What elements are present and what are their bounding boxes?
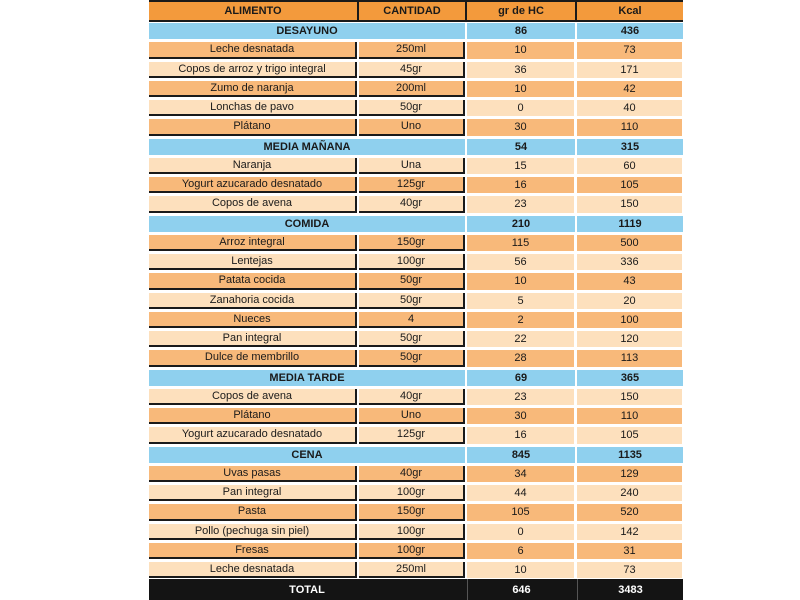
food-name: Leche desnatada bbox=[149, 562, 357, 578]
table-row bbox=[149, 407, 683, 426]
food-kcal: 20 bbox=[577, 293, 683, 309]
food-quantity: 50gr bbox=[359, 273, 465, 289]
food-hc: 30 bbox=[467, 119, 575, 135]
table-body bbox=[149, 22, 683, 580]
food-kcal: 150 bbox=[577, 196, 683, 212]
table-row bbox=[149, 311, 683, 330]
food-hc: 0 bbox=[467, 100, 575, 116]
section-name: CENA bbox=[149, 447, 465, 463]
table-row bbox=[149, 41, 683, 60]
section-kcal: 315 bbox=[577, 139, 683, 155]
food-kcal: 31 bbox=[577, 543, 683, 559]
table-row bbox=[149, 272, 683, 291]
table-row bbox=[149, 523, 683, 542]
food-hc: 10 bbox=[467, 562, 575, 578]
section-hc: 86 bbox=[467, 23, 575, 39]
food-name: Lentejas bbox=[149, 254, 357, 270]
food-kcal: 171 bbox=[577, 62, 683, 78]
food-name: Plátano bbox=[149, 119, 357, 135]
food-name: Pan integral bbox=[149, 485, 357, 501]
food-quantity: 100gr bbox=[359, 543, 465, 559]
table-row bbox=[149, 61, 683, 80]
section-name: MEDIA MAÑANA bbox=[149, 139, 465, 155]
table-row bbox=[149, 157, 683, 176]
food-kcal: 120 bbox=[577, 331, 683, 347]
food-hc: 10 bbox=[467, 273, 575, 289]
total-label: TOTAL bbox=[289, 583, 325, 596]
food-kcal: 110 bbox=[577, 408, 683, 424]
section-hc: 210 bbox=[467, 216, 575, 232]
food-quantity: 40gr bbox=[359, 196, 465, 212]
table-row bbox=[149, 99, 683, 118]
food-hc: 115 bbox=[467, 235, 575, 251]
section-kcal: 436 bbox=[577, 23, 683, 39]
table-row bbox=[149, 195, 683, 214]
food-quantity: 40gr bbox=[359, 389, 465, 405]
food-name: Dulce de membrillo bbox=[149, 350, 357, 366]
section-name: MEDIA TARDE bbox=[149, 370, 465, 386]
food-quantity: 100gr bbox=[359, 254, 465, 270]
food-name: Patata cocida bbox=[149, 273, 357, 289]
food-name: Pasta bbox=[149, 504, 357, 520]
food-name: Lonchas de pavo bbox=[149, 100, 357, 116]
total-row bbox=[149, 579, 683, 600]
total-kcal: 3483 bbox=[577, 579, 683, 600]
food-hc: 56 bbox=[467, 254, 575, 270]
table-row bbox=[149, 561, 683, 580]
food-quantity: 50gr bbox=[359, 293, 465, 309]
section-row bbox=[149, 138, 683, 157]
table-row bbox=[149, 542, 683, 561]
food-kcal: 142 bbox=[577, 524, 683, 540]
section-kcal: 365 bbox=[577, 370, 683, 386]
food-name: Zumo de naranja bbox=[149, 81, 357, 97]
food-kcal: 240 bbox=[577, 485, 683, 501]
food-hc: 105 bbox=[467, 504, 575, 520]
food-name: Copos de avena bbox=[149, 196, 357, 212]
header-cantidad: CANTIDAD bbox=[359, 2, 467, 20]
header-kcal: Kcal bbox=[618, 5, 642, 17]
food-hc: 16 bbox=[467, 427, 575, 443]
table-header bbox=[149, 0, 683, 22]
section-hc: 69 bbox=[467, 370, 575, 386]
food-kcal: 110 bbox=[577, 119, 683, 135]
food-name: Copos de arroz y trigo integral bbox=[149, 62, 357, 78]
food-quantity: 4 bbox=[359, 312, 465, 328]
table-row bbox=[149, 292, 683, 311]
table-row bbox=[149, 80, 683, 99]
section-kcal: 1119 bbox=[577, 216, 683, 232]
food-quantity: 50gr bbox=[359, 100, 465, 116]
header-alimento: ALIMENTO bbox=[149, 2, 359, 20]
food-name: Nueces bbox=[149, 312, 357, 328]
table-row bbox=[149, 349, 683, 368]
food-quantity: 40gr bbox=[359, 466, 465, 482]
food-kcal: 40 bbox=[577, 100, 683, 116]
food-kcal: 43 bbox=[577, 273, 683, 289]
food-hc: 44 bbox=[467, 485, 575, 501]
food-kcal: 520 bbox=[577, 504, 683, 520]
food-hc: 2 bbox=[467, 312, 575, 328]
table-row bbox=[149, 176, 683, 195]
food-kcal: 113 bbox=[577, 350, 683, 366]
section-name: DESAYUNO bbox=[149, 23, 465, 39]
food-quantity: 50gr bbox=[359, 350, 465, 366]
food-quantity: 150gr bbox=[359, 235, 465, 251]
food-hc: 10 bbox=[467, 42, 575, 58]
food-kcal: 105 bbox=[577, 177, 683, 193]
food-hc: 22 bbox=[467, 331, 575, 347]
food-hc: 36 bbox=[467, 62, 575, 78]
section-row bbox=[149, 22, 683, 41]
food-kcal: 150 bbox=[577, 389, 683, 405]
food-hc: 16 bbox=[467, 177, 575, 193]
table-row bbox=[149, 118, 683, 137]
section-name: COMIDA bbox=[149, 216, 465, 232]
food-quantity: Uno bbox=[359, 119, 465, 135]
food-quantity: Uno bbox=[359, 408, 465, 424]
table-row bbox=[149, 253, 683, 272]
food-hc: 6 bbox=[467, 543, 575, 559]
food-quantity: 100gr bbox=[359, 485, 465, 501]
section-hc: 845 bbox=[467, 447, 575, 463]
food-quantity: 125gr bbox=[359, 427, 465, 443]
food-name: Leche desnatada bbox=[149, 42, 357, 58]
food-kcal: 42 bbox=[577, 81, 683, 97]
food-name: Yogurt azucarado desnatado bbox=[149, 427, 357, 443]
food-quantity: 50gr bbox=[359, 331, 465, 347]
table-row bbox=[149, 330, 683, 349]
food-hc: 23 bbox=[467, 389, 575, 405]
table-row bbox=[149, 388, 683, 407]
table-row bbox=[149, 234, 683, 253]
food-hc: 15 bbox=[467, 158, 575, 174]
table-row bbox=[149, 503, 683, 522]
food-hc: 0 bbox=[467, 524, 575, 540]
food-name: Uvas pasas bbox=[149, 466, 357, 482]
food-kcal: 336 bbox=[577, 254, 683, 270]
food-quantity: 125gr bbox=[359, 177, 465, 193]
food-quantity: 200ml bbox=[359, 81, 465, 97]
food-name: Yogurt azucarado desnatado bbox=[149, 177, 357, 193]
food-quantity: 250ml bbox=[359, 42, 465, 58]
table-row bbox=[149, 426, 683, 445]
section-kcal: 1135 bbox=[577, 447, 683, 463]
food-kcal: 105 bbox=[577, 427, 683, 443]
food-kcal: 100 bbox=[577, 312, 683, 328]
table-row bbox=[149, 484, 683, 503]
food-name: Fresas bbox=[149, 543, 357, 559]
food-quantity: 250ml bbox=[359, 562, 465, 578]
nutrition-table bbox=[149, 0, 683, 600]
food-name: Copos de avena bbox=[149, 389, 357, 405]
food-kcal: 73 bbox=[577, 562, 683, 578]
table-row bbox=[149, 465, 683, 484]
food-name: Pollo (pechuga sin piel) bbox=[149, 524, 357, 540]
section-row bbox=[149, 369, 683, 388]
food-kcal: 500 bbox=[577, 235, 683, 251]
food-quantity: Una bbox=[359, 158, 465, 174]
total-hc: 646 bbox=[467, 579, 575, 600]
food-quantity: 100gr bbox=[359, 524, 465, 540]
header-hc: gr de HC bbox=[467, 2, 577, 20]
food-name: Arroz integral bbox=[149, 235, 357, 251]
food-hc: 30 bbox=[467, 408, 575, 424]
food-name: Pan integral bbox=[149, 331, 357, 347]
food-kcal: 60 bbox=[577, 158, 683, 174]
food-quantity: 45gr bbox=[359, 62, 465, 78]
food-kcal: 73 bbox=[577, 42, 683, 58]
section-row bbox=[149, 446, 683, 465]
food-hc: 10 bbox=[467, 81, 575, 97]
food-hc: 5 bbox=[467, 293, 575, 309]
section-hc: 54 bbox=[467, 139, 575, 155]
food-hc: 23 bbox=[467, 196, 575, 212]
food-hc: 28 bbox=[467, 350, 575, 366]
food-quantity: 150gr bbox=[359, 504, 465, 520]
food-kcal: 129 bbox=[577, 466, 683, 482]
food-name: Zanahoria cocida bbox=[149, 293, 357, 309]
food-name: Plátano bbox=[149, 408, 357, 424]
section-row bbox=[149, 215, 683, 234]
food-hc: 34 bbox=[467, 466, 575, 482]
food-name: Naranja bbox=[149, 158, 357, 174]
